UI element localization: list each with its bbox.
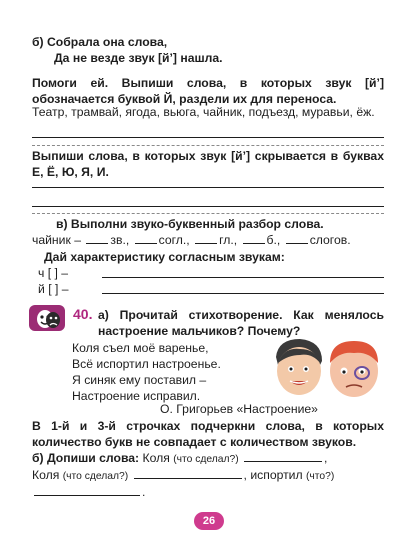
poem-line: Настроение исправил. [72,389,201,403]
fill-row-3: . [32,484,384,500]
label-sogl: согл., [158,233,190,247]
fill-word-kolya: Коля [142,451,170,465]
poem-line: Коля съел моё варенье, [72,341,209,355]
blank-sogl[interactable] [135,232,157,244]
label-slogov: слогов. [309,233,351,247]
exercise-number: 40. [73,306,93,322]
writing-line[interactable] [32,137,384,138]
dashed-separator [32,213,384,214]
writing-line[interactable] [32,206,384,207]
underline-task: В 1-й и 3-й строчках подчеркни слова, в которых количество букв не совпадает с количеством звуков. [32,419,384,449]
fill-word-isportil: испортил [250,468,303,482]
char-instruction: Дай характеристику согласным звукам: [44,250,285,264]
poem-line-1: б) Собрала она слова, [32,35,168,49]
fill-label: б) Допиши слова: [32,451,140,465]
poem-author: О. Григорьев «Настроение» [160,402,318,416]
fill-question: (что сделал?) [62,471,129,482]
page-number: 26 [194,512,224,530]
poem-line: Я синяк ему поставил – [72,373,207,387]
writing-line-j[interactable] [102,293,384,294]
blank-zv[interactable] [86,232,108,244]
analysis-row [32,232,384,248]
blank-gl[interactable] [195,232,217,244]
theater-masks-icon [35,308,61,330]
help-instruction: Помоги ей. Выпиши слова, в которых звук [й’] обозначается буквой Й, раздели их для переноса. [32,76,384,106]
label-b: б., [266,233,281,247]
poem-line-2: Да не везде звук [й’] нашла. [54,51,223,65]
two-boys-illustration [268,335,388,403]
hidden-instruction: Выпиши слова, в которых звук [й’] скрывается в буквах Е, Ё, Ю, Я, И. [32,149,384,179]
label-zv: зв., [110,233,130,247]
fill-question: (что?) [306,471,335,482]
blank-b[interactable] [243,232,265,244]
fill-row-2: Коля (что сделал?) , испортил (что?) [32,468,335,482]
dashed-separator [32,145,384,146]
j-label: й [ ] – [38,282,69,296]
writing-line[interactable] [32,187,384,188]
label-gl: гл., [219,233,238,247]
analysis-instruction: в) Выполни звуко-буквенный разбор слова. [56,217,324,231]
writing-line-ch[interactable] [102,277,384,278]
fill-blank[interactable] [134,467,242,479]
blank-slogov[interactable] [286,232,308,244]
help-words: Театр, трамвай, ягода, вьюга, чайник, подъезд, муравьи, ёж. [32,105,375,119]
exercise-instruction: а) Прочитай стихотворение. Как менялось настроение мальчиков? Почему? [98,308,384,338]
fill-blank[interactable] [34,484,140,496]
fill-question: (что сделал?) [173,454,239,465]
ch-label: ч [ ] – [38,266,69,280]
fill-blank[interactable] [244,450,322,462]
fill-word-kolya: Коля [32,468,60,482]
fill-row-1: б) Допиши слова: Коля (что сделал?) , [32,451,328,465]
poem-line: Всё испортил настроенье. [72,357,221,371]
analysis-word: чайник – [32,233,81,247]
